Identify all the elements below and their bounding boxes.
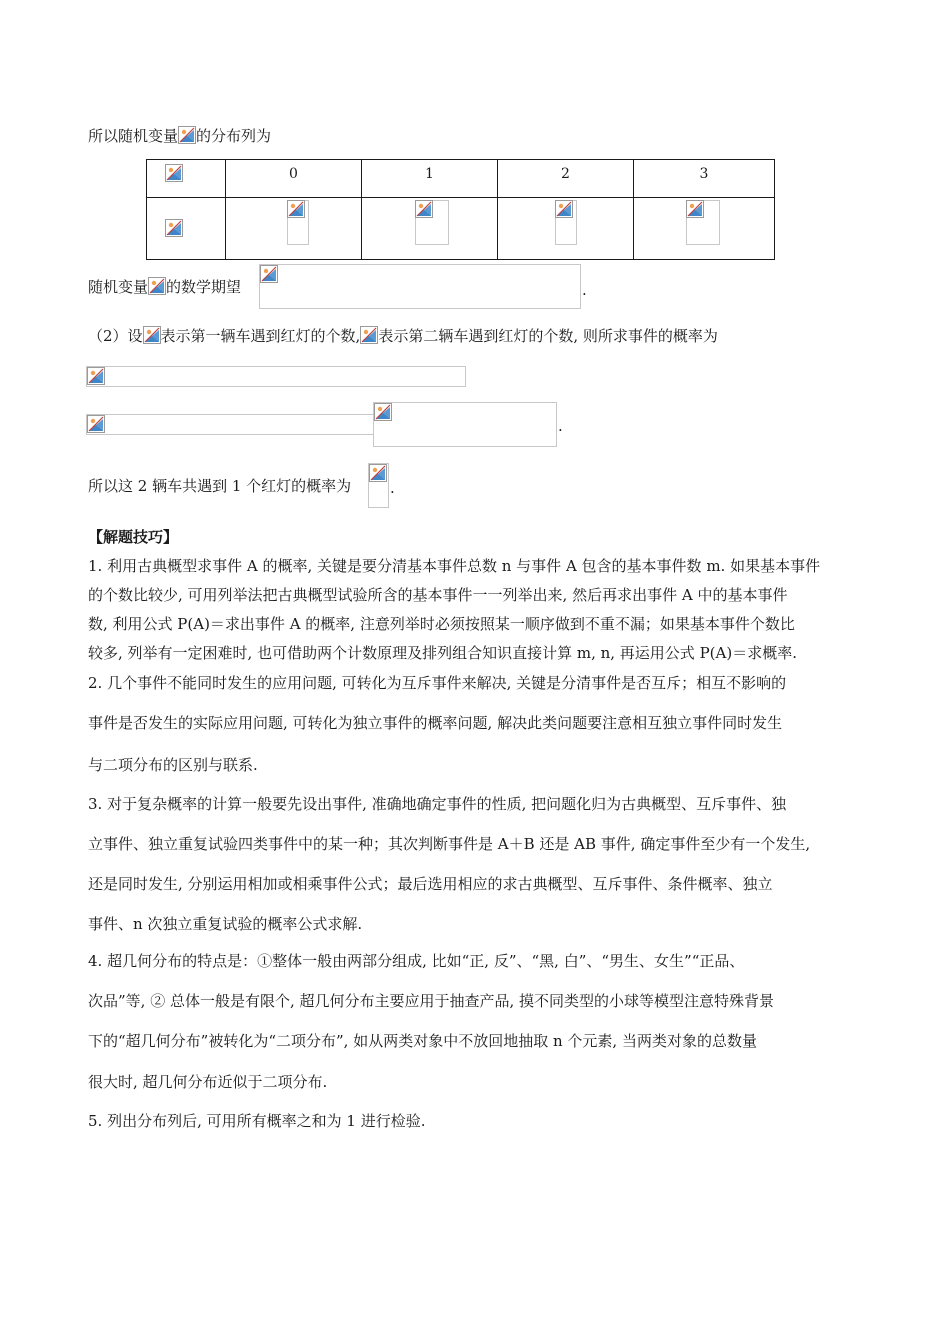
tip-line: 4. 超几何分布的特点是：①整体一般由两部分组成, 比如“正, 反”、“黑, 白”、“男生、女生”“正品、 bbox=[88, 952, 745, 970]
probability-formula-3 bbox=[373, 402, 557, 447]
tip-line: 下的“超几何分布”被转化为“二项分布”, 如从两类对象中不放回地抽取 n 个元素, 当两类对象的总数量 bbox=[88, 1032, 757, 1050]
table-row bbox=[147, 160, 775, 198]
probability-formula bbox=[415, 200, 449, 245]
conclusion-formula bbox=[368, 463, 389, 508]
part2-line bbox=[88, 326, 718, 346]
table-cell bbox=[362, 160, 498, 198]
broken-image-icon bbox=[287, 200, 305, 218]
tip-line: 的个数比较少, 可用列举法把古典概型试验所含的基本事件一一列举出来, 然后再求出事件 A 中的基本事件 bbox=[88, 586, 788, 604]
expectation-end: . bbox=[582, 281, 587, 299]
table-cell bbox=[634, 198, 775, 260]
broken-image-icon bbox=[555, 200, 573, 218]
table-cell bbox=[147, 160, 226, 198]
broken-image-icon bbox=[148, 277, 166, 295]
broken-image-icon bbox=[415, 200, 433, 218]
conclusion-line bbox=[88, 476, 351, 496]
tip-line: 还是同时发生, 分别运用相加或相乘事件公式；最后选用相应的求古典概型、互斥事件、条件概率、独立 bbox=[88, 875, 773, 893]
intro-prefix: 所以随机变量 bbox=[88, 127, 179, 145]
table-header-value: 3 bbox=[699, 166, 709, 182]
probability-formula-2 bbox=[86, 414, 374, 435]
expectation-line bbox=[88, 277, 241, 297]
broken-image-icon bbox=[165, 219, 183, 237]
table-cell bbox=[147, 198, 226, 260]
broken-image-icon bbox=[87, 367, 105, 385]
broken-image-icon bbox=[165, 164, 183, 182]
tip-line: 事件、n 次独立重复试验的概率公式求解. bbox=[88, 915, 363, 933]
expectation-suffix: 的数学期望 bbox=[166, 278, 242, 296]
intro-suffix: 的分布列为 bbox=[196, 127, 272, 145]
table-cell bbox=[498, 198, 634, 260]
table-header-value: 1 bbox=[425, 166, 434, 182]
broken-image-icon bbox=[360, 326, 378, 344]
tip-line: 与二项分布的区别与联系. bbox=[88, 756, 258, 774]
tip-line: 事件是否发生的实际应用问题, 可转化为独立事件的概率问题, 解决此类问题要注意相互独立事件同时发生 bbox=[88, 714, 783, 732]
formula-end: . bbox=[558, 417, 563, 435]
tip-line: 3. 对于复杂概率的计算一般要先设出事件, 准确地确定事件的性质, 把问题化归为古典概型、互斥事件、独 bbox=[88, 795, 787, 813]
conclusion-end: . bbox=[390, 479, 395, 497]
probability-formula bbox=[555, 200, 577, 245]
intro-line bbox=[88, 126, 271, 146]
probability-formula bbox=[686, 200, 720, 245]
tip-line: 次品”等, ② 总体一般是有限个, 超几何分布主要应用于抽查产品, 摸不同类型的小球等模型注意特殊背景 bbox=[88, 992, 775, 1010]
broken-image-icon bbox=[87, 415, 105, 433]
tip-line: 1. 利用古典概型求事件 A 的概率, 关键是要分清基本事件总数 n 与事件 A 包含的基本事件数 m. 如果基本事件 bbox=[88, 557, 821, 575]
broken-image-icon bbox=[369, 464, 387, 482]
tip-line: 较多, 列举有一定困难时, 也可借助两个计数原理及排列组合知识直接计算 m, n, 再运用公式 P(A)＝求概率. bbox=[88, 644, 797, 662]
part2-mid: 表示第一辆车遇到红灯的个数, bbox=[160, 327, 361, 345]
broken-image-icon bbox=[374, 403, 392, 421]
broken-image-icon bbox=[178, 126, 196, 144]
table-header-value: 0 bbox=[289, 166, 298, 182]
table-cell bbox=[362, 198, 498, 260]
part2-prefix: （2）设 bbox=[88, 327, 143, 345]
tip-line: 数, 利用公式 P(A)＝求出事件 A 的概率, 注意列举时必须按照某一顺序做到不重不漏；如果基本事件个数比 bbox=[88, 615, 795, 633]
expectation-prefix: 随机变量 bbox=[88, 278, 149, 296]
table-cell bbox=[634, 160, 775, 198]
tips-heading: 【解题技巧】 bbox=[88, 528, 179, 546]
tip-line: 很大时, 超几何分布近似于二项分布. bbox=[88, 1073, 328, 1091]
conclusion-prefix: 所以这 2 辆车共遇到 1 个红灯的概率为 bbox=[88, 477, 352, 495]
tip-line: 2. 几个事件不能同时发生的应用问题, 可转化为互斥事件来解决, 关键是分清事件是否互斥；相互不影响的 bbox=[88, 674, 787, 692]
table-row bbox=[147, 198, 775, 260]
broken-image-icon bbox=[686, 200, 704, 218]
probability-formula-1 bbox=[86, 366, 466, 387]
table-header-value: 2 bbox=[561, 166, 570, 182]
table-cell bbox=[226, 198, 362, 260]
table-cell bbox=[226, 160, 362, 198]
tip-line: 5. 列出分布列后, 可用所有概率之和为 1 进行检验. bbox=[88, 1112, 426, 1130]
probability-formula bbox=[287, 200, 309, 245]
part2-suffix: 表示第二辆车遇到红灯的个数, 则所求事件的概率为 bbox=[378, 327, 718, 345]
table-cell bbox=[498, 160, 634, 198]
broken-image-icon bbox=[260, 265, 278, 283]
broken-image-icon bbox=[143, 326, 161, 344]
expectation-formula bbox=[259, 264, 581, 309]
distribution-table bbox=[146, 159, 775, 260]
tip-line: 立事件、独立重复试验四类事件中的某一种；其次判断事件是 A＋B 还是 AB 事件, 确定事件至少有一个发生, bbox=[88, 835, 811, 853]
